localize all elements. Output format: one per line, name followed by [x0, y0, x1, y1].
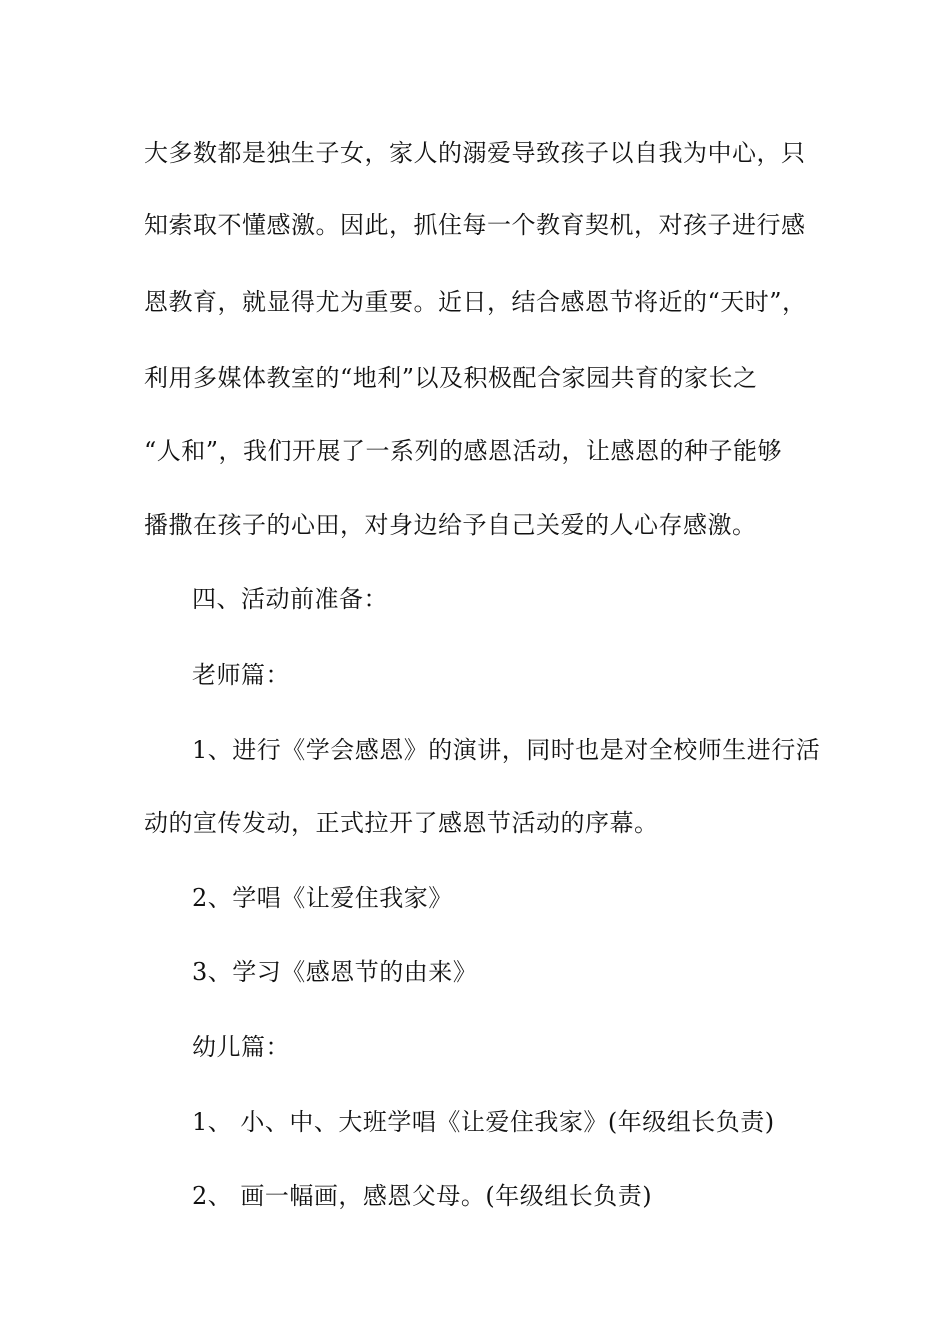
paragraph-line: “人和”，我们开展了一系列的感恩活动，让感恩的种子能够 — [144, 437, 783, 465]
list-item: 2、 画一幅画，感恩父母。(年级组长负责) — [192, 1182, 653, 1210]
paragraph-line: 大多数都是独生子女，家人的溺爱导致孩子以自我为中心，只 — [144, 139, 806, 167]
subsection-heading: 幼儿篇： — [192, 1033, 290, 1061]
list-item: 1、进行《学会感恩》的演讲，同时也是对全校师生进行活 — [192, 736, 821, 764]
section-heading: 四、活动前准备： — [192, 585, 388, 613]
list-item: 3、学习《感恩节的由来》 — [192, 958, 478, 986]
list-item: 2、学唱《让爱住我家》 — [192, 884, 453, 912]
paragraph-line: 恩教育，就显得尤为重要。近日，结合感恩节将近的“天时”， — [144, 288, 807, 316]
subsection-heading: 老师篇： — [192, 661, 290, 689]
list-item: 1、 小、中、大班学唱《让爱住我家》(年级组长负责) — [192, 1108, 775, 1136]
paragraph-line: 播撒在孩子的心田，对身边给予自己关爱的人心存感激。 — [144, 511, 757, 539]
list-item-continuation: 动的宣传发动，正式拉开了感恩节活动的序幕。 — [144, 809, 659, 837]
paragraph-line: 利用多媒体教室的“地利”以及积极配合家园共育的家长之 — [144, 364, 758, 392]
paragraph-line: 知索取不懂感激。因此，抓住每一个教育契机，对孩子进行感 — [144, 211, 806, 239]
